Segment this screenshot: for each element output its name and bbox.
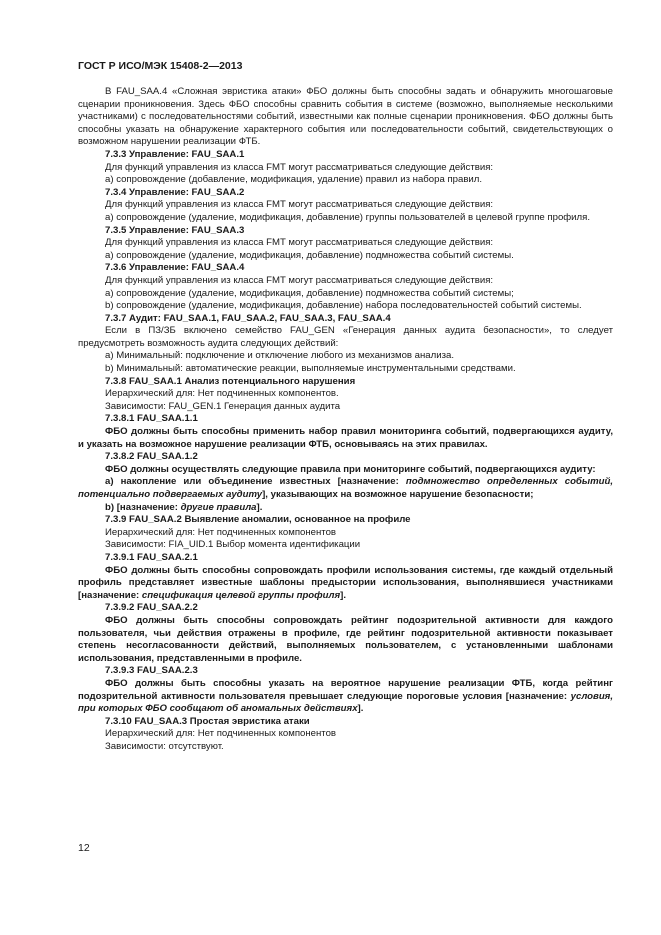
assignment-text: условия, при которых ФБО сообщают об аномальных действиях: [78, 690, 613, 715]
requirement-text: ФБО должны быть способны сопровождать рейтинг подозрительной активности для каждого пользователя, чьи действия отражены в профиле, где рейтинг подозрительной активности показывает степень несогласованности действий, выполняемых пользователем, с установленными шаблонами использования, представленными в профиле.: [78, 614, 613, 664]
section-heading: 7.3.4 Управление: FAU_SAA.2: [105, 186, 245, 198]
page-number: 12: [78, 842, 90, 854]
section-heading: 7.3.10 FAU_SAA.3 Простая эвристика атаки: [105, 715, 310, 727]
requirement-text: ФБО должны осуществлять следующие правила при мониторинге событий, подвергающихся аудиту:: [105, 463, 596, 475]
section-heading: 7.3.5 Управление: FAU_SAA.3: [105, 224, 245, 236]
section-heading: 7.3.8 FAU_SAA.1 Анализ потенциального нарушения: [105, 375, 356, 387]
hierarchy-line: Иерархический для: Нет подчиненных компонентов: [105, 526, 337, 538]
element-heading: 7.3.8.1 FAU_SAA.1.1: [105, 413, 198, 425]
section-heading: 7.3.7 Аудит: FAU_SAA.1, FAU_SAA.2, FAU_SAA.3, FAU_SAA.4: [105, 312, 391, 324]
dependency-line: Зависимости: FIA_UID.1 Выбор момента идентификации: [105, 539, 361, 551]
list-item: b) сопровождение (удаление, модификация, добавление) набора последовательностей событий системы.: [105, 300, 582, 312]
paragraph: Для функций управления из класса FMT могут рассматриваться следующие действия:: [105, 199, 494, 211]
requirement-text: ФБО должны быть способны указать на вероятное нарушение реализации ФТБ, когда рейтинг подозрительной активности пользователя превышает следующие пороговые условия [назначение: условия, при которых ФБО сообщают об аномальных действиях].: [78, 677, 613, 715]
list-item: а) Минимальный: подключение и отключение любого из механизмов анализа.: [105, 350, 454, 362]
assignment-text: подмножество определенных событий, потенциально подвергаемых аудиту: [78, 476, 613, 500]
paragraph: Если в ПЗ/ЗБ включено семейство FAU_GEN «Генерация данных аудита безопасности», то следует предусмотреть возможность аудита следующих действий:: [78, 325, 613, 349]
list-item: а) сопровождение (удаление, модификация, добавление) группы пользователей в целевой группе профиля.: [105, 211, 590, 223]
document-header: ГОСТ Р ИСО/МЭК 15408-2—2013: [78, 60, 243, 72]
hierarchy-line: Иерархический для: Нет подчиненных компонентов.: [105, 388, 339, 400]
list-item: а) сопровождение (добавление, модификация, удаление) правил из набора правил.: [105, 174, 483, 186]
paragraph: Для функций управления из класса FMT могут рассматриваться следующие действия:: [105, 161, 494, 173]
section-heading: 7.3.9 FAU_SAA.2 Выявление аномалии, основанное на профиле: [105, 514, 411, 526]
element-heading: 7.3.9.3 FAU_SAA.2.3: [105, 665, 198, 677]
element-heading: 7.3.8.2 FAU_SAA.1.2: [105, 451, 198, 463]
requirement-text: ФБО должны быть способны применить набор правил мониторинга событий, подвергающихся аудиту, и указать на возможное нарушение реализации ФТБ, основываясь на этих правилах.: [78, 426, 613, 450]
section-heading: 7.3.6 Управление: FAU_SAA.4: [105, 262, 245, 274]
hierarchy-line: Иерархический для: Нет подчиненных компонентов: [105, 728, 337, 740]
requirement-list-item: а) накопление или объединение известных [назначение: подмножество определенных событий, потенциально подвергаемых аудиту], указывающих на возможное нарушение безопасности;: [78, 476, 613, 500]
element-heading: 7.3.9.1 FAU_SAA.2.1: [105, 551, 198, 563]
list-item: а) сопровождение (удаление, модификация, добавление) подмножества событий системы.: [105, 249, 514, 261]
requirement-text: ФБО должны быть способны сопровождать профили использования системы, где каждый отдельный профиль представляет известные шаблоны предыстории использования, выполнявшиеся участниками [назначение: спецификация целевой группы профиля].: [78, 564, 613, 601]
paragraph: Для функций управления из класса FMT могут рассматриваться следующие действия:: [105, 274, 494, 286]
page-body: [78, 86, 613, 753]
element-heading: 7.3.9.2 FAU_SAA.2.2: [105, 602, 198, 614]
assignment-text: другие правила: [180, 501, 257, 513]
dependency-line: Зависимости: отсутствуют.: [105, 740, 224, 752]
list-item: b) Минимальный: автоматические реакции, выполняемые инструментальными средствами.: [105, 363, 516, 375]
assignment-text: спецификация целевой группы профиля: [141, 589, 341, 601]
dependency-line: Зависимости: FAU_GEN.1 Генерация данных аудита: [105, 400, 341, 412]
paragraph: В FAU_SAA.4 «Сложная эвристика атаки» ФБО должны быть способны задать и обнаружить многошаговые сценарии проникновения. Здесь ФБО способны сравнить события в системе (возможно, выполняемые несколькими участниками) с последовательностями событий, известными как полные сценарии проникновения. ФБО должны быть способны указать на обнаружение характерного события или последовательности событий, свидетельствующих о возможном нарушении реализации ФТБ.: [78, 86, 613, 148]
paragraph: Для функций управления из класса FMT могут рассматриваться следующие действия:: [105, 237, 494, 249]
requirement-list-item: b) [назначение: другие правила].: [105, 501, 263, 513]
list-item: а) сопровождение (удаление, модификация, добавление) подмножества событий системы;: [105, 287, 514, 299]
section-heading: 7.3.3 Управление: FAU_SAA.1: [105, 148, 245, 160]
